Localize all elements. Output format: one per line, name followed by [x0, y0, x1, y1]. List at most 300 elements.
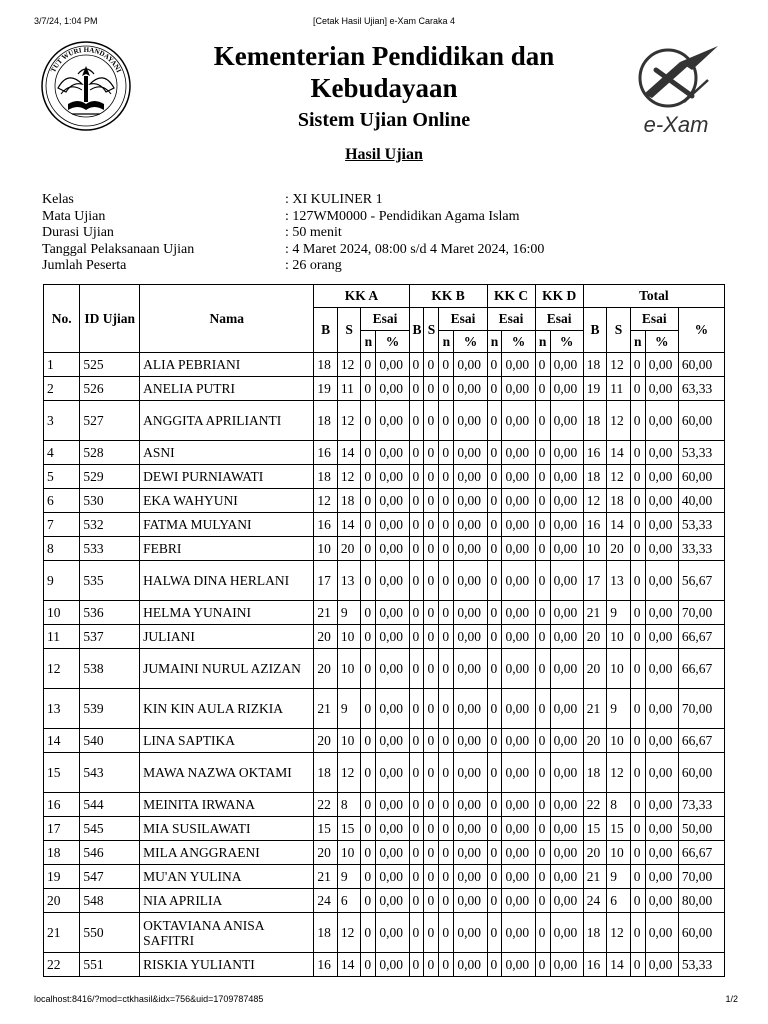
- cell-kkb-b: 0: [409, 537, 424, 561]
- cell-total-pct: 40,00: [678, 489, 724, 513]
- cell-nama: HALWA DINA HERLANI: [140, 561, 314, 601]
- cell-total-s: 14: [607, 953, 631, 977]
- cell-kkb-s: 0: [424, 865, 439, 889]
- cell-id: 546: [80, 841, 140, 865]
- cell-kkb-s: 0: [424, 441, 439, 465]
- cell-kkd-pct: 0,00: [550, 793, 583, 817]
- cell-kka-n: 0: [361, 689, 376, 729]
- results-table: [43, 284, 725, 977]
- cell-id: 547: [80, 865, 140, 889]
- cell-kka-b: 18: [314, 353, 338, 377]
- cell-total-pct: 70,00: [678, 601, 724, 625]
- cell-no: 1: [44, 353, 80, 377]
- cell-kkc-pct: 0,00: [502, 489, 535, 513]
- info-label: Kelas: [42, 192, 74, 207]
- cell-kka-b: 20: [314, 649, 338, 689]
- cell-total-s: 20: [607, 537, 631, 561]
- cell-kkb-b: 0: [409, 353, 424, 377]
- report-heading: [150, 40, 618, 132]
- cell-kka-s: 11: [337, 377, 361, 401]
- cell-kkb-b: 0: [409, 841, 424, 865]
- cell-total-b: 18: [583, 913, 607, 953]
- cell-kkc-n: 0: [487, 353, 502, 377]
- cell-kkc-pct: 0,00: [502, 729, 535, 753]
- cell-kkb-b: 0: [409, 793, 424, 817]
- cell-kka-b: 19: [314, 377, 338, 401]
- cell-total-pct: 60,00: [678, 401, 724, 441]
- cell-kkd-pct: 0,00: [550, 441, 583, 465]
- cell-kka-pct: 0,00: [376, 953, 409, 977]
- cell-kka-n: 0: [361, 753, 376, 793]
- cell-kka-s: 6: [337, 889, 361, 913]
- cell-kkb-pct: 0,00: [454, 889, 487, 913]
- cell-kka-b: 16: [314, 953, 338, 977]
- col-header-nama: Nama: [140, 285, 314, 353]
- cell-total-n: 0: [630, 489, 645, 513]
- cell-total-esai-pct: 0,00: [645, 353, 678, 377]
- cell-kka-n: 0: [361, 625, 376, 649]
- cell-kkb-n: 0: [439, 817, 454, 841]
- cell-kkc-n: 0: [487, 817, 502, 841]
- cell-total-n: 0: [630, 377, 645, 401]
- cell-total-pct: 80,00: [678, 889, 724, 913]
- cell-kkb-s: 0: [424, 889, 439, 913]
- cell-no: 21: [44, 913, 80, 953]
- print-document-title: [Cetak Hasil Ujian] e-Xam Caraka 4: [312, 16, 456, 26]
- table-row: [44, 793, 725, 817]
- info-row: [42, 192, 544, 209]
- cell-kkb-pct: 0,00: [454, 865, 487, 889]
- cell-kkc-n: 0: [487, 841, 502, 865]
- cell-kkd-pct: 0,00: [550, 377, 583, 401]
- table-row: [44, 689, 725, 729]
- cell-kkc-pct: 0,00: [502, 465, 535, 489]
- cell-total-s: 6: [607, 889, 631, 913]
- cell-kkb-b: 0: [409, 913, 424, 953]
- exam-logo: [622, 40, 730, 136]
- cell-kka-pct: 0,00: [376, 601, 409, 625]
- cell-kkc-pct: 0,00: [502, 913, 535, 953]
- cell-kkc-n: 0: [487, 953, 502, 977]
- cell-kkd-pct: 0,00: [550, 753, 583, 793]
- table-row: [44, 865, 725, 889]
- cell-kka-pct: 0,00: [376, 625, 409, 649]
- cell-kkb-pct: 0,00: [454, 377, 487, 401]
- cell-total-n: 0: [630, 913, 645, 953]
- table-row: [44, 401, 725, 441]
- info-label: Tanggal Pelaksanaan Ujian: [42, 241, 195, 257]
- cell-total-pct: 60,00: [678, 465, 724, 489]
- col-header-kka: KK A: [314, 285, 409, 308]
- cell-kkb-pct: 0,00: [454, 913, 487, 953]
- col-header-pct: %: [550, 331, 583, 353]
- cell-kkb-pct: 0,00: [454, 513, 487, 537]
- cell-kkc-n: 0: [487, 561, 502, 601]
- cell-kkb-pct: 0,00: [454, 489, 487, 513]
- cell-kka-s: 20: [337, 537, 361, 561]
- cell-nama: OKTAVIANA ANISA SAFITRI: [140, 913, 314, 953]
- cell-total-n: 0: [630, 729, 645, 753]
- cell-total-esai-pct: 0,00: [645, 513, 678, 537]
- cell-kkc-n: 0: [487, 753, 502, 793]
- cell-kkb-s: 0: [424, 689, 439, 729]
- cell-kka-b: 21: [314, 689, 338, 729]
- cell-kkc-n: 0: [487, 689, 502, 729]
- cell-total-b: 16: [583, 953, 607, 977]
- cell-kka-pct: 0,00: [376, 729, 409, 753]
- col-header-b: B: [409, 308, 424, 353]
- cell-kka-s: 9: [337, 865, 361, 889]
- exam-info: [42, 192, 544, 275]
- cell-kkd-n: 0: [535, 913, 550, 953]
- cell-kkb-n: 0: [439, 489, 454, 513]
- info-value: : 50 menit: [285, 225, 342, 240]
- cell-total-esai-pct: 0,00: [645, 401, 678, 441]
- cell-kkb-n: 0: [439, 953, 454, 977]
- cell-kkb-pct: 0,00: [454, 401, 487, 441]
- cell-kka-n: 0: [361, 865, 376, 889]
- cell-kkc-pct: 0,00: [502, 841, 535, 865]
- cell-kkc-pct: 0,00: [502, 625, 535, 649]
- cell-total-b: 12: [583, 489, 607, 513]
- cell-kkb-s: 0: [424, 537, 439, 561]
- cell-kkb-pct: 0,00: [454, 625, 487, 649]
- cell-kkc-pct: 0,00: [502, 537, 535, 561]
- cell-kkb-s: 0: [424, 489, 439, 513]
- cell-kka-n: 0: [361, 889, 376, 913]
- cell-id: 551: [80, 953, 140, 977]
- cell-kka-pct: 0,00: [376, 689, 409, 729]
- cell-kkb-s: 0: [424, 729, 439, 753]
- cell-kka-s: 12: [337, 913, 361, 953]
- cell-kkb-s: 0: [424, 817, 439, 841]
- cell-kka-n: 0: [361, 841, 376, 865]
- cell-total-n: 0: [630, 649, 645, 689]
- table-row: [44, 513, 725, 537]
- cell-kkb-pct: 0,00: [454, 537, 487, 561]
- cell-kkd-n: 0: [535, 793, 550, 817]
- cell-kkb-b: 0: [409, 489, 424, 513]
- cell-kkb-pct: 0,00: [454, 729, 487, 753]
- cell-no: 4: [44, 441, 80, 465]
- info-value: : 4 Maret 2024, 08:00 s/d 4 Maret 2024, 16:00: [285, 241, 545, 257]
- table-row: [44, 561, 725, 601]
- cell-total-esai-pct: 0,00: [645, 625, 678, 649]
- cell-id: 527: [80, 401, 140, 441]
- cell-total-n: 0: [630, 817, 645, 841]
- cell-kkb-pct: 0,00: [454, 561, 487, 601]
- print-url: localhost:8416/?mod=ctkhasil&idx=756&uid=1709787485: [34, 994, 264, 1004]
- cell-total-s: 10: [607, 625, 631, 649]
- cell-kkb-b: 0: [409, 625, 424, 649]
- col-header-id: ID Ujian: [80, 285, 140, 353]
- col-header-pct: %: [502, 331, 535, 353]
- cell-total-n: 0: [630, 953, 645, 977]
- cell-kkd-pct: 0,00: [550, 841, 583, 865]
- cell-kkd-n: 0: [535, 561, 550, 601]
- cell-kka-b: 22: [314, 793, 338, 817]
- cell-kkb-n: 0: [439, 865, 454, 889]
- col-header-esai: Esai: [535, 308, 583, 331]
- cell-kkd-pct: 0,00: [550, 401, 583, 441]
- col-header-n: n: [439, 331, 454, 353]
- cell-kkb-pct: 0,00: [454, 793, 487, 817]
- cell-id: 537: [80, 625, 140, 649]
- cell-id: 525: [80, 353, 140, 377]
- table-row: [44, 601, 725, 625]
- cell-kka-n: 0: [361, 377, 376, 401]
- info-value: : 26 orang: [285, 258, 342, 273]
- cell-id: 532: [80, 513, 140, 537]
- cell-kka-s: 15: [337, 817, 361, 841]
- col-header-total: Total: [583, 285, 724, 308]
- cell-total-n: 0: [630, 401, 645, 441]
- cell-kka-n: 0: [361, 441, 376, 465]
- cell-kkb-n: 0: [439, 513, 454, 537]
- cell-total-b: 18: [583, 753, 607, 793]
- col-header-n: n: [487, 331, 502, 353]
- cell-kka-pct: 0,00: [376, 537, 409, 561]
- info-value: : 127WM0000 - Pendidikan Agama Islam: [285, 208, 520, 224]
- cell-nama: MIA SUSILAWATI: [140, 817, 314, 841]
- cell-kkc-pct: 0,00: [502, 865, 535, 889]
- cell-total-n: 0: [630, 753, 645, 793]
- cell-kka-b: 18: [314, 753, 338, 793]
- cell-id: 536: [80, 601, 140, 625]
- cell-nama: MAWA NAZWA OKTAMI: [140, 753, 314, 793]
- cell-kka-pct: 0,00: [376, 889, 409, 913]
- cell-kka-n: 0: [361, 953, 376, 977]
- cell-nama: FATMA MULYANI: [140, 513, 314, 537]
- cell-kkb-s: 0: [424, 513, 439, 537]
- cell-total-pct: 66,67: [678, 729, 724, 753]
- cell-kkb-n: 0: [439, 353, 454, 377]
- cell-total-n: 0: [630, 353, 645, 377]
- cell-kkd-n: 0: [535, 753, 550, 793]
- cell-id: 528: [80, 441, 140, 465]
- cell-kkc-n: 0: [487, 537, 502, 561]
- cell-kka-pct: 0,00: [376, 793, 409, 817]
- cell-kkb-b: 0: [409, 953, 424, 977]
- cell-no: 17: [44, 817, 80, 841]
- cell-kkd-n: 0: [535, 601, 550, 625]
- cell-no: 12: [44, 649, 80, 689]
- cell-no: 18: [44, 841, 80, 865]
- cell-id: 550: [80, 913, 140, 953]
- cell-no: 16: [44, 793, 80, 817]
- table-row: [44, 753, 725, 793]
- cell-kkc-n: 0: [487, 513, 502, 537]
- cell-kkb-s: 0: [424, 601, 439, 625]
- cell-total-n: 0: [630, 689, 645, 729]
- cell-total-s: 9: [607, 601, 631, 625]
- cell-kkb-n: 0: [439, 793, 454, 817]
- cell-kkc-n: 0: [487, 889, 502, 913]
- cell-total-pct: 53,33: [678, 441, 724, 465]
- cell-total-b: 22: [583, 793, 607, 817]
- cell-kka-n: 0: [361, 561, 376, 601]
- col-header-esai: Esai: [439, 308, 487, 331]
- cell-nama: EKA WAHYUNI: [140, 489, 314, 513]
- col-header-s: S: [337, 308, 361, 353]
- cell-total-s: 9: [607, 689, 631, 729]
- cell-kkd-n: 0: [535, 953, 550, 977]
- print-datetime: 3/7/24, 1:04 PM: [34, 16, 98, 26]
- table-row: [44, 841, 725, 865]
- cell-total-pct: 73,33: [678, 793, 724, 817]
- table-row: [44, 537, 725, 561]
- col-header-kkd: KK D: [535, 285, 583, 308]
- cell-kkb-pct: 0,00: [454, 601, 487, 625]
- cell-total-s: 9: [607, 865, 631, 889]
- cell-no: 3: [44, 401, 80, 441]
- table-row: [44, 353, 725, 377]
- cell-kkb-n: 0: [439, 913, 454, 953]
- cell-total-pct: 50,00: [678, 817, 724, 841]
- cell-kkc-n: 0: [487, 489, 502, 513]
- cell-no: 11: [44, 625, 80, 649]
- table-row: [44, 729, 725, 753]
- svg-text:TUT WURI HANDAYANI: TUT WURI HANDAYANI: [49, 45, 123, 74]
- cell-id: 535: [80, 561, 140, 601]
- col-header-no: No.: [44, 285, 80, 353]
- col-header-pct: %: [645, 331, 678, 353]
- cell-total-esai-pct: 0,00: [645, 441, 678, 465]
- cell-kkd-n: 0: [535, 865, 550, 889]
- cell-kkd-n: 0: [535, 729, 550, 753]
- cell-kkd-n: 0: [535, 841, 550, 865]
- cell-total-pct: 70,00: [678, 689, 724, 729]
- cell-kkb-pct: 0,00: [454, 953, 487, 977]
- cell-total-b: 15: [583, 817, 607, 841]
- cell-total-esai-pct: 0,00: [645, 913, 678, 953]
- cell-total-pct: 53,33: [678, 513, 724, 537]
- cell-total-s: 12: [607, 353, 631, 377]
- info-label: Mata Ujian: [42, 208, 106, 224]
- cell-kkb-b: 0: [409, 561, 424, 601]
- cell-kka-n: 0: [361, 489, 376, 513]
- cell-kka-n: 0: [361, 513, 376, 537]
- cell-total-esai-pct: 0,00: [645, 465, 678, 489]
- cell-no: 2: [44, 377, 80, 401]
- col-header-esai: Esai: [361, 308, 409, 331]
- cell-kka-s: 12: [337, 401, 361, 441]
- cell-kkb-pct: 0,00: [454, 841, 487, 865]
- cell-kkb-b: 0: [409, 689, 424, 729]
- cell-kkb-s: 0: [424, 953, 439, 977]
- cell-kka-n: 0: [361, 353, 376, 377]
- cell-total-b: 16: [583, 513, 607, 537]
- cell-total-s: 10: [607, 729, 631, 753]
- cell-kka-b: 16: [314, 513, 338, 537]
- cell-kkd-n: 0: [535, 817, 550, 841]
- cell-kkb-b: 0: [409, 817, 424, 841]
- table-row: [44, 377, 725, 401]
- col-header-esai: Esai: [630, 308, 678, 331]
- cell-total-esai-pct: 0,00: [645, 689, 678, 729]
- cell-id: 526: [80, 377, 140, 401]
- cell-kkc-pct: 0,00: [502, 353, 535, 377]
- col-header-pct: %: [454, 331, 487, 353]
- cell-kka-pct: 0,00: [376, 913, 409, 953]
- cell-kkb-n: 0: [439, 537, 454, 561]
- cell-kkd-pct: 0,00: [550, 561, 583, 601]
- cell-kkb-pct: 0,00: [454, 353, 487, 377]
- cell-kka-s: 10: [337, 649, 361, 689]
- table-row: [44, 649, 725, 689]
- info-row: [42, 225, 544, 242]
- cell-kkb-b: 0: [409, 401, 424, 441]
- cell-nama: DEWI PURNIAWATI: [140, 465, 314, 489]
- cell-kkc-n: 0: [487, 729, 502, 753]
- cell-kkb-s: 0: [424, 649, 439, 689]
- cell-kkb-b: 0: [409, 441, 424, 465]
- cell-kkc-pct: 0,00: [502, 561, 535, 601]
- cell-no: 8: [44, 537, 80, 561]
- tut-wuri-handayani-icon: [38, 40, 134, 132]
- cell-kka-n: 0: [361, 729, 376, 753]
- cell-total-s: 8: [607, 793, 631, 817]
- cell-nama: JULIANI: [140, 625, 314, 649]
- cell-total-s: 18: [607, 489, 631, 513]
- cell-kka-n: 0: [361, 465, 376, 489]
- cell-total-pct: 66,67: [678, 625, 724, 649]
- cell-nama: MU'AN YULINA: [140, 865, 314, 889]
- results-table-body: [44, 353, 725, 977]
- cell-total-n: 0: [630, 537, 645, 561]
- cell-total-n: 0: [630, 513, 645, 537]
- org-name-line2: Kebudayaan: [310, 73, 458, 103]
- cell-kkb-n: 0: [439, 753, 454, 793]
- cell-nama: ALIA PEBRIANI: [140, 353, 314, 377]
- cell-kkb-n: 0: [439, 377, 454, 401]
- col-header-n: n: [630, 331, 645, 353]
- cell-kkd-n: 0: [535, 401, 550, 441]
- cell-total-esai-pct: 0,00: [645, 561, 678, 601]
- cell-total-s: 14: [607, 513, 631, 537]
- col-header-kkb: KK B: [409, 285, 487, 308]
- cell-total-b: 21: [583, 865, 607, 889]
- cell-kka-s: 8: [337, 793, 361, 817]
- col-header-pct: %: [376, 331, 409, 353]
- cell-total-pct: 66,67: [678, 841, 724, 865]
- cell-kkd-n: 0: [535, 649, 550, 689]
- cell-total-b: 18: [583, 401, 607, 441]
- cell-kkb-s: 0: [424, 793, 439, 817]
- cell-total-s: 12: [607, 753, 631, 793]
- cell-kka-b: 10: [314, 537, 338, 561]
- cell-kka-pct: 0,00: [376, 401, 409, 441]
- cell-kkb-b: 0: [409, 649, 424, 689]
- col-header-esai: Esai: [487, 308, 535, 331]
- cell-nama: NIA APRILIA: [140, 889, 314, 913]
- cell-kkb-pct: 0,00: [454, 649, 487, 689]
- cell-total-n: 0: [630, 841, 645, 865]
- cell-kkc-pct: 0,00: [502, 513, 535, 537]
- cell-kkc-n: 0: [487, 649, 502, 689]
- cell-total-b: 20: [583, 649, 607, 689]
- cell-nama: RISKIA YULIANTI: [140, 953, 314, 977]
- cell-total-pct: 60,00: [678, 753, 724, 793]
- cell-kka-s: 14: [337, 513, 361, 537]
- cell-kkc-n: 0: [487, 601, 502, 625]
- cell-total-pct: 70,00: [678, 865, 724, 889]
- cell-total-n: 0: [630, 889, 645, 913]
- cell-kkc-pct: 0,00: [502, 377, 535, 401]
- cell-kkb-n: 0: [439, 441, 454, 465]
- cell-kkc-n: 0: [487, 793, 502, 817]
- cell-no: 13: [44, 689, 80, 729]
